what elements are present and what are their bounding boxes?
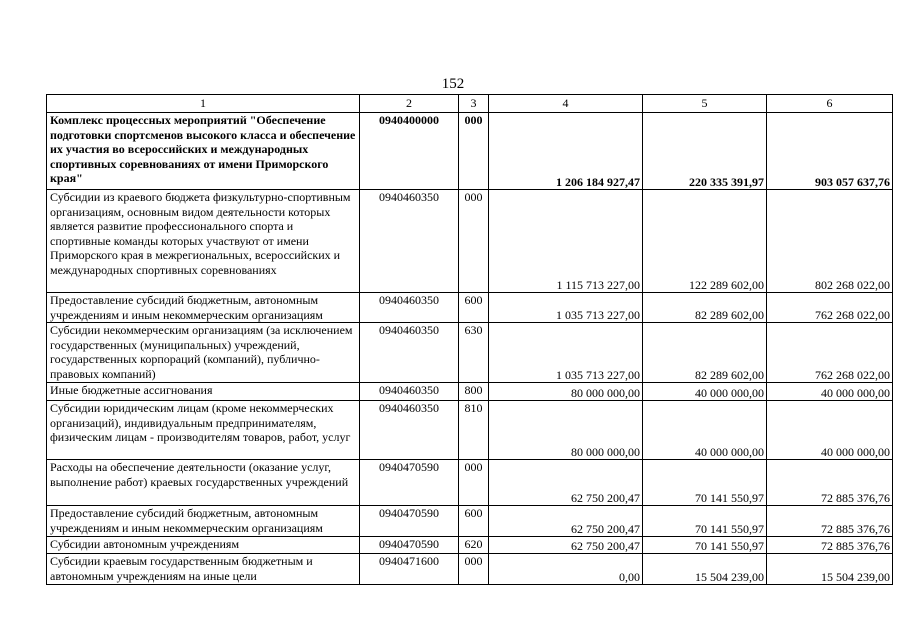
table-row [47,460,893,506]
row-name: Иные бюджетные ассигнования [47,383,360,401]
table-row [47,401,893,460]
table-row [47,506,893,537]
header-cell-sum-1: 4 [489,95,643,113]
row-sum-2: 40 000 000,00 [643,383,767,401]
row-name: Предоставление субсидий бюджетным, автономным учреждениям и иным некоммерческим организациям [47,293,360,323]
row-name: Субсидии из краевого бюджета физкультурно-спортивным организациям, основным видом деятельности которых является развитие профессионального спорта и спортивные команды которых участвуют от имени Приморского края в межрегиональных, всероссийских и международных спортивных соревнованиях [47,190,360,293]
row-type: 810 [459,401,489,460]
row-name: Предоставление субсидий бюджетным, автономным учреждениям и иным некоммерческим организациям [47,506,360,537]
page-number: 152 [441,76,465,92]
row-sum-2: 70 141 550,97 [643,506,767,537]
row-code: 0940460350 [360,293,459,323]
row-sum-3: 72 885 376,76 [767,460,893,506]
row-sum-2: 220 335 391,97 [643,113,767,190]
budget-table-body [47,95,893,585]
row-type: 800 [459,383,489,401]
row-code: 0940400000 [360,113,459,190]
row-type: 000 [459,460,489,506]
row-sum-3: 40 000 000,00 [767,401,893,460]
row-sum-3: 72 885 376,76 [767,506,893,537]
row-type: 000 [459,554,489,585]
row-name: Субсидии юридическим лицам (кроме некоммерческих организаций), индивидуальным предпринимателям, физическим лицам - производителям товаров, работ, услуг [47,401,360,460]
row-sum-3: 802 268 022,00 [767,190,893,293]
row-sum-3: 72 885 376,76 [767,537,893,554]
row-sum-3: 762 268 022,00 [767,293,893,323]
row-sum-3: 903 057 637,76 [767,113,893,190]
table-row [47,293,893,323]
table-row [47,537,893,554]
row-code: 0940470590 [360,460,459,506]
row-sum-1: 1 115 713 227,00 [489,190,643,293]
header-cell-sum-2: 5 [643,95,767,113]
table-row [47,113,893,190]
row-sum-2: 15 504 239,00 [643,554,767,585]
row-sum-2: 82 289 602,00 [643,293,767,323]
table-row [47,554,893,585]
row-name: Комплекс процессных мероприятий "Обеспечение подготовки спортсменов высокого класса и обеспечение их участия во всероссийских и международных спортивных соревнованиях от имени Приморского края" [47,113,360,190]
row-code: 0940471600 [360,554,459,585]
row-sum-1: 80 000 000,00 [489,401,643,460]
header-cell-sum-3: 6 [767,95,893,113]
row-type: 600 [459,293,489,323]
row-type: 000 [459,113,489,190]
row-code: 0940460350 [360,383,459,401]
row-code: 0940460350 [360,323,459,383]
row-type: 600 [459,506,489,537]
row-sum-1: 80 000 000,00 [489,383,643,401]
row-sum-2: 122 289 602,00 [643,190,767,293]
row-type: 000 [459,190,489,293]
row-sum-1: 62 750 200,47 [489,537,643,554]
header-cell-type: 3 [459,95,489,113]
row-name: Субсидии автономным учреждениям [47,537,360,554]
row-type: 630 [459,323,489,383]
row-sum-2: 40 000 000,00 [643,401,767,460]
header-cell-name: 1 [47,95,360,113]
row-name: Расходы на обеспечение деятельности (оказание услуг, выполнение работ) краевых государственных учреждений [47,460,360,506]
row-sum-3: 15 504 239,00 [767,554,893,585]
row-code: 0940460350 [360,190,459,293]
table-row [47,323,893,383]
row-sum-1: 1 035 713 227,00 [489,323,643,383]
row-name: Субсидии краевым государственным бюджетным и автономным учреждениям на иные цели [47,554,360,585]
row-code: 0940460350 [360,401,459,460]
row-code: 0940470590 [360,506,459,537]
table-row [47,190,893,293]
table-row [47,383,893,401]
row-type: 620 [459,537,489,554]
row-sum-1: 0,00 [489,554,643,585]
row-sum-3: 40 000 000,00 [767,383,893,401]
row-code: 0940470590 [360,537,459,554]
row-sum-2: 70 141 550,97 [643,537,767,554]
budget-table [46,94,893,585]
row-sum-2: 70 141 550,97 [643,460,767,506]
row-sum-1: 62 750 200,47 [489,506,643,537]
row-sum-1: 1 035 713 227,00 [489,293,643,323]
row-sum-2: 82 289 602,00 [643,323,767,383]
row-sum-1: 1 206 184 927,47 [489,113,643,190]
header-row [47,95,893,113]
header-cell-code: 2 [360,95,459,113]
row-sum-1: 62 750 200,47 [489,460,643,506]
row-sum-3: 762 268 022,00 [767,323,893,383]
row-name: Субсидии некоммерческим организациям (за исключением государственных (муниципальных) учреждений, государственных корпораций (компаний), публично-правовых компаний) [47,323,360,383]
